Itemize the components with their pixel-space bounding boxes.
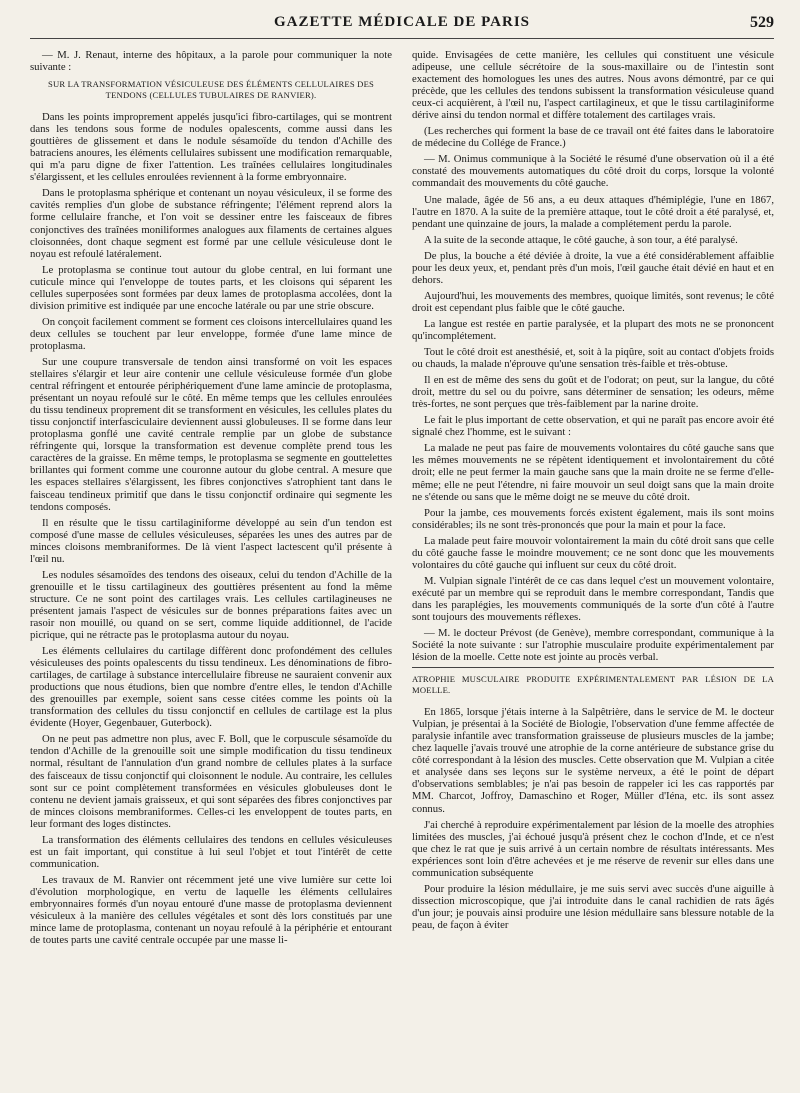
right-column bbox=[412, 49, 774, 1089]
paragraph: M. Vulpian signale l'intérêt de ce cas dans lequel c'est un mouvement volontaire, exécuté par un membre qui se reproduit dans le membre correspondant, Tandis que dans les paraplégies, les mouvements communiqués de la sorte d'un côté à l'autre sont toujours des mouvements réflexes. bbox=[412, 574, 774, 623]
paragraph: Pour la jambe, ces mouvements forcés existent également, mais ils sont moins considérables; ils ne sont très-prononcés que pour la main et pour la face. bbox=[412, 506, 774, 531]
paragraph: Le fait le plus important de cette observation, et qui ne paraît pas encore avoir été signalé chez l'homme, est le suivant : bbox=[412, 414, 774, 439]
paragraph: (Les recherches qui forment la base de ce travail ont été faites dans le laboratoire de médecine du Collége de France.) bbox=[412, 125, 774, 150]
paragraph: J'ai cherché à reproduire expérimentalement par lésion de la moelle des atrophies limitées des muscles, j'ai échoué jusqu'à présent chez le cochon d'Inde, et ce n'est que chez le rat que je suis arrivé à un certain nombre de résultats intéressants. Mes expériences sont loin d'être achevées et je me réserve de revenir sur elles dans une communication subséquente bbox=[412, 818, 774, 879]
left-column bbox=[30, 49, 392, 1089]
text-columns bbox=[30, 49, 774, 1089]
section-heading: ATROPHIE MUSCULAIRE PRODUITE EXPÉRIMENTALEMENT PAR LÉSION DE LA MOELLE. bbox=[412, 674, 774, 696]
paragraph: quide. Envisagées de cette manière, les cellules qui constituent une vésicule adipeuse, une cellule sécrétoire de la sous-maxillaire ou de l'intestin sont exactement des homologues les unes des autres. Nous avons démontré, par ce qui précède, que les cellules des tendons subissent la transformation vésiculeuse quand ceux-ci acquièrent, à l'œil nu, l'aspect cartilagineux, et que le tissu cartilaginiforme dérive ainsi du tendon normal et diffère totalement des cartilages vrais. bbox=[412, 49, 774, 122]
paragraph: La transformation des éléments cellulaires des tendons en cellules vésiculeuses est un fait important, qui constitue à lui seul l'objet et tout l'intérêt de cette communication. bbox=[30, 833, 392, 870]
paragraph: Pour produire la lésion médullaire, je me suis servi avec succès d'une aiguille à dissection microscopique, que j'ai introduite dans le canal rachidien de rats âgés d'un jour; je pouvais ainsi produire une lésion médullaire sans blessure notable de la peau, de façon à éviter bbox=[412, 882, 774, 931]
paragraph: Une malade, âgée de 56 ans, a eu deux attaques d'hémiplégie, l'une en 1867, l'autre en 1870. A la suite de la première attaque, tout le côté droit a été paralysé, et, pendant une quinzaine de jours, la malade a complétement perdu la parole. bbox=[412, 193, 774, 230]
section-heading: SUR LA TRANSFORMATION VÉSICULEUSE DES ÉLÉMENTS CELLULAIRES DES TENDONS (CELLULES TUBULAIRES DE RANVIER). bbox=[47, 79, 374, 101]
paragraph: Tout le côté droit est anesthésié, et, soit à la piqûre, soit au contact d'objets froids ou chauds, la malade n'éprouve qu'une sensation très-faible et très-obtuse. bbox=[412, 346, 774, 371]
paragraph: La malade ne peut pas faire de mouvements volontaires du côté gauche sans que les mêmes mouvements ne se répètent identiquement et involontairement du côté droit; elle ne peut fermer la main gauche sans que la main droite ne se ferme d'elle-même; elle ne peut l'étendre, ni faire mouvoir un seul doigt sans que la main droite ne s'étende ou sans que le même doigt ne se meuve du côté droit. bbox=[412, 442, 774, 503]
paragraph: On ne peut pas admettre non plus, avec F. Boll, que le corpuscule sésamoïde du tendon d'Achille de la grenouille soit une simple modification du tissu tendineux normal, résultant de l'annulation d'un grand nombre de cellules plates à la surface des faisceaux de tissu conjonctif qui cloisonnent le nodule. Au contraire, les cellules sont sur ce point complètement transformées en vésicules globuleuses dont le contenu ne devient jamais graisseux, et qui sont séparées des fibres conjonctives par de minces cloisons membraniformes. Celles-ci les enveloppent de toutes parts, en leur formant des loges distinctes. bbox=[30, 733, 392, 830]
paragraph: A la suite de la seconde attaque, le côté gauche, à son tour, a été paralysé. bbox=[424, 233, 738, 246]
paragraph: La langue est restée en partie paralysée, et la plupart des mots ne se prononcent qu'incomplétement. bbox=[412, 317, 774, 342]
paragraph: — M. J. Renaut, interne des hôpitaux, a la parole pour communiquer la note suivante : bbox=[30, 49, 392, 74]
paragraph: Dans les points improprement appelés jusqu'ici fibro-cartilages, qui se montrent dans les tendons sous forme de nodules opalescents, comme aussi dans les gouttières de glissement et dans le nodule sésamoïde du tendon d'Achille des batraciens anoures, les éléments cellulaires subissent une modification remarquable, qui m'a paru digne de fixer l'attention. Les traînées cellulaires longitudinales s'élargissent, et les cellules enroulées reviennent à la forme embryonnaire. bbox=[30, 111, 392, 184]
paragraph: Les éléments cellulaires du cartilage diffèrent donc profondément des cellules vésiculeuses des points opalescents du tissu tendineux. Les dénominations de fibro-cartilages, de cartilage à substance intercellulaire fibreuse ne sauraient convenir aux productions que nous étudions, bien que nombre d'entre elles, le tendon d'Achille des grenouilles par exemple, soient sans cesse citées comme les points où la transformation des cellules du tissu conjonctif en cellules de cartilage est la plus évidente (Hoyer, Gegenbauer, Guterbock). bbox=[30, 645, 392, 730]
paragraph: Il en résulte que le tissu cartilaginiforme développé au sein d'un tendon est composé d'une masse de cellules vésiculeuses, séparées les unes des autres par de minces cloisons membraniformes. De là vient l'aspect lactescent qu'il présente à l'œil nu. bbox=[30, 516, 392, 565]
paragraph: Les nodules sésamoïdes des tendons des oiseaux, celui du tendon d'Achille de la grenouille et le tissu cartilagineux des gouttières présentent au fond la même structure. Ce ne sont point des cartilages vrais. Les cellules cartilagineuses ne présentent jamais l'aspect de vésicules sur de bonnes préparations faites avec un rasoir non mouillé, ou quand on se sert, comme liquide additionnel, de l'acide picrique, qui ne rétracte pas le protoplasma autour du noyau. bbox=[30, 568, 392, 642]
paragraph: Le protoplasma se continue tout autour du globe central, en lui formant une cuticule mince qui l'enveloppe de toutes parts, et les cloisons qui séparent les cellules superposées sont formées par deux lames de protoplasma accolées, dont la division primitive est indiquée par une encoche latérale ou par une strie obscure. bbox=[30, 263, 392, 312]
paragraph: En 1865, lorsque j'étais interne à la Salpêtrière, dans le service de M. le docteur Vulpian, je présentai à la Société de Biologie, l'observation d'une femme affectée de paralysie infantile avec transformation graisseuse de plusieurs muscles de la jambe; chez laquelle j'avais trouvé une atrophie de la corne antérieure de substance grise du côté correspondant à la lésion des muscles. Cette observation que M. Vulpian a citée et analysée dans ses leçons sur le système nerveux, a été le point de départ d'observations semblables; je n'ai pas besoin de rappeler ici les cas rapportés par MM. Charcot, Joffroy, Damaschino et Roger, Müller d'Iéna, etc. ils sont assez connus. bbox=[412, 706, 774, 815]
paragraph: On conçoit facilement comment se forment ces cloisons intercellulaires quand les deux cellules se touchent par leur enveloppe, formée d'une lame mince de protoplasma. bbox=[30, 315, 392, 352]
paragraph: Dans le protoplasma sphérique et contenant un noyau vésiculeux, il se forme des cavités remplies d'un globe de substance réfringente; l'élément reprend alors la forme cellulaire franche, et l'on voit se dessiner entre les faisceaux de fibres conjonctives des traînées moniliformes analogues aux filaments de certaines algues cloisonnées, dont chaque segment est formé par une cellule vésiculeuse dont le noyau est refoulé latéralement. bbox=[30, 187, 392, 260]
paragraph: La malade peut faire mouvoir volontairement la main du côté droit sans que celle du côté gauche fasse le moindre mouvement; ce ne sont donc que les mouvements volontaires du côté gauche qui influent sur ceux du côté droit. bbox=[412, 534, 774, 571]
paragraph: Sur une coupure transversale de tendon ainsi transformé on voit les espaces stellaires s'élargir et leur aire contenir une cellule vésiculeuse formée d'un globe central réfringent et entourée périphériquement d'une lame amincie de protoplasma, présentant un noyau refoulé sur le côté. En même temps que les cellules enroulées du tissu tendineux proprement dit se transforment en vésicules, les cellules plates du tissu conjonctif interfasciculaire deviennent aussi globuleuses. Il se forme dans leur protoplasma gonflé une cavité centrale remplie par un globe de substance réfringente qui, lorsque la transformation est devenue complète prend tous les caractères de la graisse. En même temps, le protoplasma se segmente en gouttelettes brillantes qui forment comme une couronne autour du globe central. A mesure que les espaces stellaires s'élargissent, les fibres conjonctives s'atrophient tant dans le faisceau tendineux primitif que dans le tissu conjonctif ordinaire qui segmente les tendons composés. bbox=[30, 355, 392, 513]
paragraph: Les travaux de M. Ranvier ont récemment jeté une vive lumière sur cette loi d'évolution morphologique, en vertu de laquelle les éléments cellulaires embryonnaires formés d'un noyau entouré d'une masse de protoplasma deviennent vésiculeux à la manière des cellules végétales et sont dès lors constitués par une mince lame de protoplasma, contenant un noyau refoulé à la périphérie et entourant de toutes parts une cavité centrale occupée par une masse li- bbox=[30, 873, 392, 947]
paragraph: — M. Onimus communique à la Société le résumé d'une observation où il a été constaté des mouvements automatiques du côté droit du corps, lorsque la volonté commandait des mouvements du côté gauche. bbox=[412, 153, 774, 190]
paragraph: De plus, la bouche a été déviée à droite, la vue a été considérablement affaiblie pour les deux yeux, et, pendant près d'un mois, l'œil gauche était dévié en haut et en dehors. bbox=[412, 249, 774, 286]
paragraph: — M. le docteur Prévost (de Genève), membre correspondant, communique à la Société la note suivante : sur l'atrophie musculaire produite expérimentalement par lésion de la moelle. Cette note est jointe au procès verbal. bbox=[412, 627, 774, 664]
journal-title: GAZETTE MÉDICALE DE PARIS bbox=[273, 14, 530, 30]
page-header bbox=[30, 12, 774, 39]
paragraph: Aujourd'hui, les mouvements des membres, quoique limités, sont revenus; le côté droit est cependant plus faible que le côté gauche. bbox=[412, 289, 774, 314]
page-number: 529 bbox=[750, 14, 774, 31]
paragraph: Il en est de même des sens du goût et de l'odorat; on peut, sur la langue, du côté droit, mettre du sel ou du poivre, sans déterminer de sensation; les odeurs, même très-fortes, ne sont perçues que très-faiblement par la narine droite. bbox=[412, 374, 774, 411]
section-divider bbox=[412, 667, 774, 668]
